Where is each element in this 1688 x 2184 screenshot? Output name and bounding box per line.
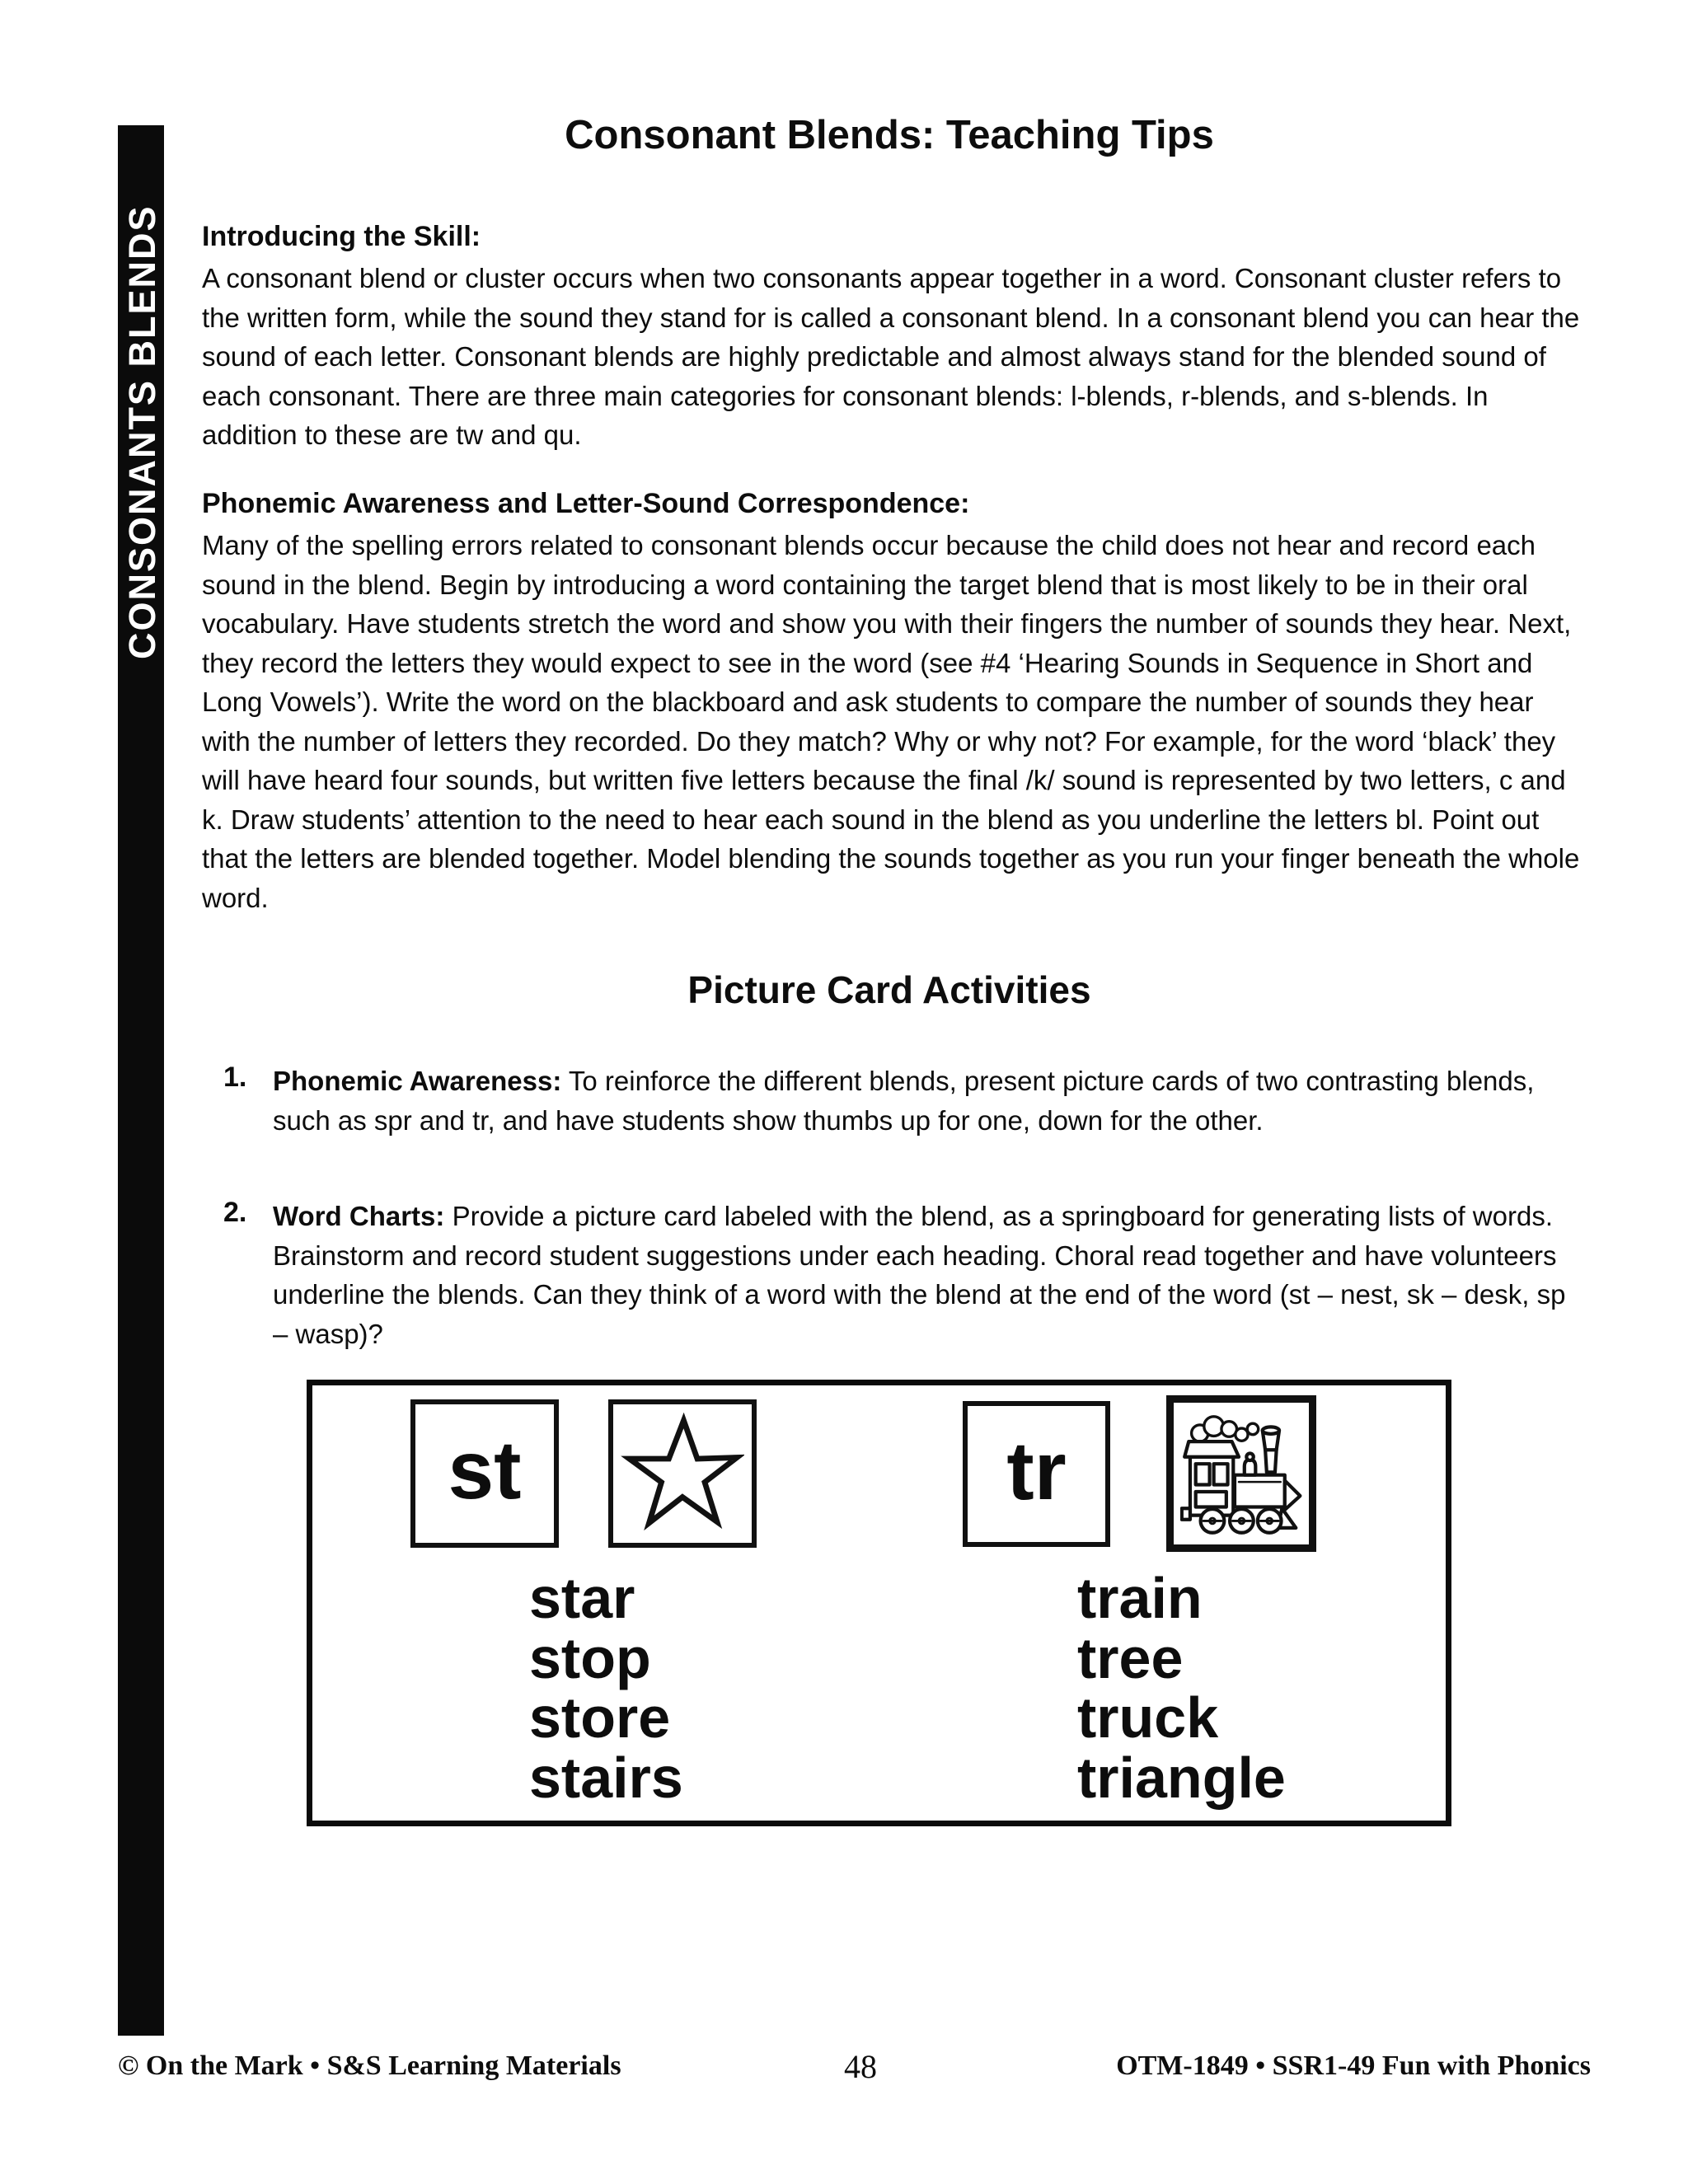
word-list-item: triangle bbox=[1077, 1745, 1286, 1810]
picture-card-star bbox=[608, 1399, 757, 1548]
word-list-item: stop bbox=[529, 1625, 651, 1690]
activity-item-2-body: Provide a picture card labeled with the blend, as a springboard for generating lists of words. Brainstorm and record student suggestions under each heading. Choral read together and have volunteers underline the blends. Can they think of a word with the blend at the end of the word (st – nest, sk – desk, sp – wasp)? bbox=[273, 1201, 1566, 1349]
word-list-tr bbox=[1077, 1566, 1286, 1810]
activity-item-1-text bbox=[273, 1062, 1577, 1140]
activity-item-1-lead: Phonemic Awareness: bbox=[273, 1066, 562, 1096]
activity-item-2-lead: Word Charts: bbox=[273, 1201, 445, 1231]
word-list-item: store bbox=[529, 1685, 671, 1750]
section-heading-phonemic-awareness: Phonemic Awareness and Letter-Sound Correspondence: bbox=[202, 488, 970, 519]
activity-item-1-number: 1. bbox=[223, 1062, 247, 1093]
blend-card-st-label: st bbox=[448, 1424, 522, 1516]
section-body-phonemic-awareness: Many of the spelling errors related to consonant blends occur because the child does not hear and record each sound in the blend. Begin by introducing a word containing the target blend that is most likely to be in their oral vocabulary. Have students stretch the word and show you with their fingers the number of sounds they hear. Next, they record the letters they would expect to see in the word (see #4 ‘Hearing Sounds in Sequence in Short and Long Vowels’). Write the word on the blackboard and ask students to compare the number of sounds they hear with the number of letters they recorded. Do they match? Why or why not? For example, for the word ‘black’ they will have heard four sounds, but written five letters because the final /k/ sound is represented by two letters, c and k. Draw students’ attention to the need to hear each sound in the blend as you underline the letters bl. Point out that the letters are blended together. Model blending the sounds together as you run your finger beneath the whole word. bbox=[202, 530, 1580, 913]
blend-card-st bbox=[410, 1399, 559, 1548]
footer-product-code: OTM-1849 • SSR1-49 Fun with Phonics bbox=[1116, 2050, 1591, 2081]
chapter-tab bbox=[118, 125, 164, 2036]
page-title: Consonant Blends: Teaching Tips bbox=[565, 113, 1214, 157]
activity-item-2-number: 2. bbox=[223, 1197, 247, 1228]
word-list-item: tree bbox=[1077, 1625, 1184, 1690]
word-chart-figure bbox=[307, 1380, 1451, 1826]
page-number: 48 bbox=[844, 2048, 877, 2085]
chapter-tab-label: CONSONANTS BLENDS bbox=[121, 204, 163, 659]
activity-item-1-body: To reinforce the different blends, present picture cards of two contrasting blends, such as spr and tr, and have students show thumbs up for one, down for the other. bbox=[273, 1066, 1535, 1136]
word-list-item: train bbox=[1077, 1566, 1203, 1630]
footer-publisher: © On the Mark • S&S Learning Materials bbox=[118, 2050, 621, 2081]
section-heading-introducing-the-skill: Introducing the Skill: bbox=[202, 221, 481, 252]
word-list-item: truck bbox=[1077, 1685, 1219, 1750]
section-body-introducing-the-skill: A consonant blend or cluster occurs when two consonants appear together in a word. Consonant cluster refers to the written form, while the sound they stand for is called a consonant blend. In a consonant blend you can hear the sound of each letter. Consonant blends are highly predictable and almost always stand for the blended sound of each consonant. There are three main categories for consonant blends: l-blends, r-blends, and s-blends. In addition to these are tw and qu. bbox=[202, 263, 1580, 450]
word-list-st bbox=[529, 1566, 683, 1810]
picture-card-train bbox=[1166, 1395, 1316, 1552]
blend-card-tr bbox=[963, 1401, 1110, 1547]
blend-card-tr-label: tr bbox=[1006, 1424, 1067, 1517]
star-icon bbox=[621, 1412, 744, 1535]
activity-item-2-text bbox=[273, 1197, 1577, 1353]
activities-heading: Picture Card Activities bbox=[687, 968, 1091, 1011]
word-list-item: star bbox=[529, 1566, 635, 1630]
word-list-item: stairs bbox=[529, 1745, 683, 1810]
train-icon bbox=[1180, 1411, 1302, 1536]
